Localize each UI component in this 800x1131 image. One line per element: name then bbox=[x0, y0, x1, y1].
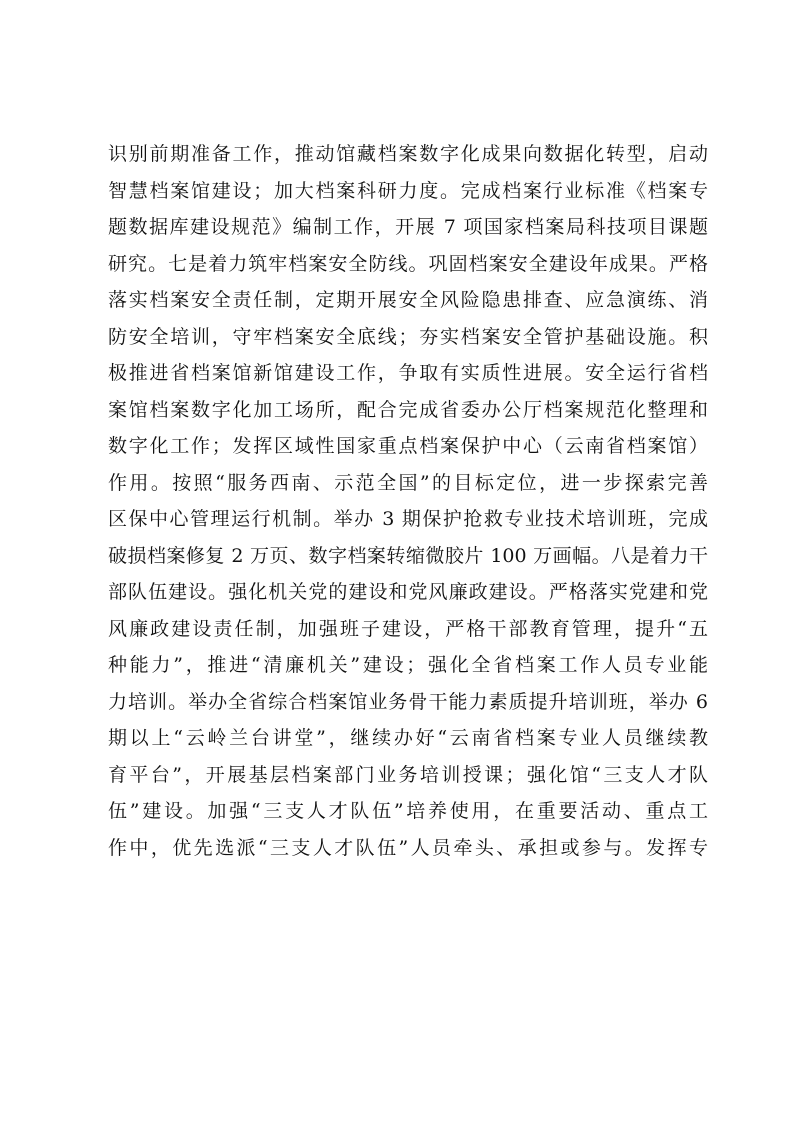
text-line: 期以上“云岭兰台讲堂”，继续办好“云南省档案专业人员继续教 bbox=[108, 727, 708, 749]
text-line: 部队伍建设。强化机关党的建设和党风廉政建设。严格落实党建和党 bbox=[108, 581, 708, 603]
text-line: 识别前期准备工作，推动馆藏档案数字化成果向数据化转型，启动 bbox=[108, 143, 708, 165]
text-line: 区保中心管理运行机制。举办 3 期保护抢救专业技术培训班，完成 bbox=[108, 508, 708, 530]
text-line: 研究。七是着力筑牢档案安全防线。巩固档案安全建设年成果。严格 bbox=[108, 252, 708, 275]
text-line: 伍”建设。加强“三支人才队伍”培养使用，在重要活动、重点工 bbox=[108, 800, 708, 822]
text-line: 题数据库建设规范》编制工作，开展 7 项国家档案局科技项目课题 bbox=[108, 216, 708, 238]
text-line: 防安全培训，守牢档案安全底线；夯实档案安全管护基础设施。积 bbox=[108, 325, 708, 348]
text-line: 极推进省档案馆新馆建设工作，争取有实质性进展。安全运行省档 bbox=[108, 362, 708, 384]
text-line: 种能力”，推进“清廉机关”建设；强化全省档案工作人员专业能 bbox=[108, 654, 708, 676]
body-paragraph bbox=[108, 136, 708, 866]
text-line: 破损档案修复 2 万页、数字档案转缩微胶片 100 万画幅。八是着力干 bbox=[108, 544, 708, 567]
text-line: 育平台”，开展基层档案部门业务培训授课；强化馆“三支人才队 bbox=[108, 763, 708, 786]
text-line: 风廉政建设责任制，加强班子建设，严格干部教育管理，提升“五 bbox=[108, 617, 708, 640]
text-line: 作用。按照“服务西南、示范全国”的目标定位，进一步探索完善 bbox=[108, 471, 708, 494]
text-line: 作中，优先选派“三支人才队伍”人员牵头、承担或参与。发挥专 bbox=[108, 836, 708, 859]
text-line: 力培训。举办全省综合档案馆业务骨干能力素质提升培训班，举办 6 bbox=[108, 690, 708, 713]
text-line: 数字化工作；发挥区域性国家重点档案保护中心（云南省档案馆） bbox=[108, 435, 708, 457]
text-line: 智慧档案馆建设；加大档案科研力度。完成档案行业标准《档案专 bbox=[108, 179, 708, 202]
text-line: 落实档案安全责任制，定期开展安全风险隐患排查、应急演练、消 bbox=[108, 289, 708, 311]
text-line: 案馆档案数字化加工场所，配合完成省委办公厅档案规范化整理和 bbox=[108, 398, 708, 421]
